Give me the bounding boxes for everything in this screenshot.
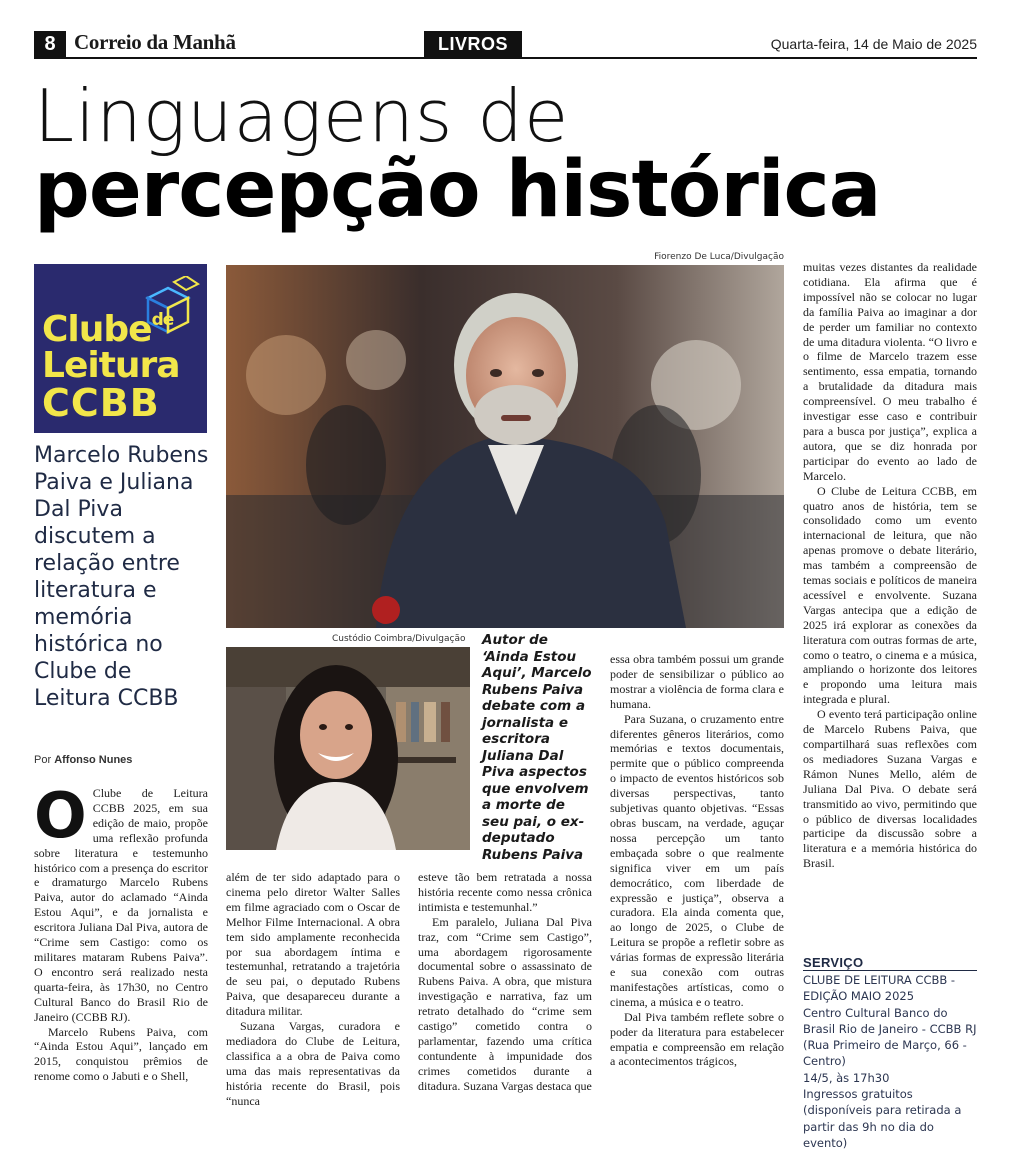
byline [34, 754, 132, 766]
col4-paragraph-1: essa obra também possui um grande poder de sensibilizar o público ao mostrar a violência de forma clara e humana. [610, 652, 784, 711]
service-rule [803, 970, 977, 971]
logo-line-2: Leitura [42, 345, 180, 386]
issue-date: Quarta-feira, 14 de Maio de 2025 [770, 36, 977, 52]
clube-de-leitura-logo [34, 264, 207, 433]
service-venue: Centro Cultural Banco do Brasil Rio de Janeiro - CCBB RJ (Rua Primeiro de Março, 66 - Centro) [803, 1005, 977, 1069]
main-photo-marcelo-rubens-paiva [226, 265, 784, 628]
logo-line-3: CCBB [42, 381, 160, 425]
photo-juliana-dal-piva [226, 647, 470, 850]
service-info [803, 972, 981, 1151]
logo-line-1-small: de [151, 310, 174, 330]
drop-cap: O [34, 779, 87, 852]
article-deck: Marcelo Rubens Paiva e Juliana Dal Piva discutem a relação entre literatura e memória histórica no Clube de Leitura CCBB [34, 443, 209, 711]
article-column-1 [34, 779, 208, 1084]
header-rule [34, 57, 977, 59]
col1-paragraph-1: Clube de Leitura CCBB 2025, em sua edição de maio, propõe uma reflexão profunda sobre literatura e testemunho histórico com a presença do escritor e dramaturgo Marcelo Rubens Paiva, autor do aclamado “Ainda Estou Aqui”, e da jornalista e escritora Juliana Dal Piva, autora de “Crime sem Castigo: como os militares mataram Rubens Paiva”. O encontro será realizado nesta quarta-feira, às 17h30, no Centro Cultural Banco do Brasil Rio de Janeiro (CCBB RJ). [34, 786, 208, 1024]
article-column-5 [803, 260, 977, 871]
col5-paragraph-3: O evento terá participação online de Marcelo Rubens Paiva, que compartilhará suas reflexões com os mediadores Suzana Vargas e Rámon Nunes Mello, além de Juliana Dal Piva. O debate será transmitido ao vivo, permitindo que o público de diversas localidades participe da discussão sobre a literatura e a memória histórica do Brasil. [803, 707, 977, 871]
article-column-4 [610, 652, 784, 1069]
newspaper-name: Correio da Manhã [74, 30, 236, 54]
headline-line-1: Linguagens de [34, 74, 570, 158]
service-event: CLUBE DE LEITURA CCBB - EDIÇÃO MAIO 2025 [803, 973, 956, 1004]
col4-paragraph-3: Dal Piva também reflete sobre o poder da literatura para estabelecer empatia e compreensão em relação a acontecimentos trágicos, [610, 1009, 784, 1069]
col5-paragraph-2: O Clube de Leitura CCBB, em quatro anos de história, tem se consolidado como um evento internacional de leitura, que não apenas promove o debate literário, mas também a compreensão de temas sociais e políticos de maneira acessível e envolvente. Suzana Vargas antecipa que a edição de 2025 irá explorar as conexões da literatura com outras formas de arte, como o teatro, o cinema e a música, ampliando o horizonte dos leitores e propondo uma leitura mais integrada e plural. [803, 483, 977, 707]
col3-paragraph-1: esteve tão bem retratada a nossa história recente como nessa crônica intimista e testemunhal.” [418, 870, 592, 914]
col5-paragraph-1: muitas vezes distantes da realidade cotidiana. Ela afirma que é impossível não se colocar no lugar da família Paiva ao imaginar a dor de perder um familiar no contexto de uma ditadura violenta. “O livro e o filme de Marcelo trazem esse sentimento, essa empatia, tornando a brutalidade da ditadura mais compreensível. O meu trabalho é investigar esse caso e contribuir para a busca por justiça”, explica a autora, que se diz honrada por participar do evento ao lado de Marcelo. [803, 260, 977, 483]
headline-line-2: percepção histórica [34, 145, 881, 235]
service-tickets: Ingressos gratuitos (disponíveis para retirada a partir das 9h no dia do evento) [803, 1087, 962, 1150]
logo-line-1: Clube [42, 309, 152, 350]
col4-paragraph-2: Para Suzana, o cruzamento entre diferentes gêneros literários, como memórias e textos documentais, permite que o público compreenda o impacto de eventos históricos sob diversas perspectivas, tanto subjetivas quanto objetivas. “Essas obras buscam, na verdade, aguçar nossa percepção um tanto embaçada sobre o que realmente significa viver em um país democrático, com liberdade de expressão e justiça”, observa a curadora. Ela ainda comenta que, ao longo de 2025, o Clube de Leitura se propõe a refletir sobre as várias formas de expressão literária e sua conexão com outras manifestações artísticas, como o cinema, a música e o teatro. [610, 711, 784, 1009]
col3-paragraph-2: Em paralelo, Juliana Dal Piva traz, com “Crime sem Castigo”, uma abordagem rigorosamente documental sobre o assassinato de Rubens Paiva. A obra, que mistura investigação e narrativa, faz um retrato detalhado do “crime sem castigo” cometido contra o parlamentar, fazendo uma crítica contundente à impunidade dos crimes cometidos durante a ditadura. Suzana Vargas destaca que [418, 914, 592, 1093]
article-column-3 [418, 870, 592, 1094]
col2-paragraph-1: além de ter sido adaptado para o cinema pelo diretor Walter Salles em filme agraciado com o Oscar de Melhor Filme Internacional. A obra tem sido amplamente reconhecida por sua abordagem íntima e testemunhal, retratando a trajetória de seu pai, o deputado Rubens Paiva, que desapareceu durante a ditadura militar. [226, 870, 400, 1019]
secondary-photo-credit: Custódio Coimbra/Divulgação [332, 634, 466, 644]
page-number: 8 [34, 31, 66, 57]
service-title: SERVIÇO [803, 955, 864, 970]
byline-prefix: Por [34, 754, 52, 766]
col1-paragraph-2: Marcelo Rubens Paiva, com “Ainda Estou Aqui”, lançado em 2015, conquistou prêmios de renome como o Jabuti e o Shell, [34, 1024, 208, 1084]
section-label: LIVROS [424, 31, 522, 58]
main-photo-credit: Fiorenzo De Luca/Divulgação [654, 252, 784, 262]
article-column-2 [226, 870, 400, 1109]
col2-paragraph-2: Suzana Vargas, curadora e mediadora do Clube de Leitura, classifica a a obra de Paiva como uma das mais representativas da história recente do Brasil, pois “nunca [226, 1019, 400, 1108]
byline-author: Affonso Nunes [54, 754, 133, 766]
service-datetime: 14/5, às 17h30 [803, 1070, 890, 1085]
photo-caption: Autor de ‘Ainda Estou Aqui’, Marcelo Rubens Paiva debate com a jornalista e escritora Juliana Dal Piva aspectos que envolvem a morte de seu pai, o ex-deputado Rubens Paiva [482, 632, 592, 863]
